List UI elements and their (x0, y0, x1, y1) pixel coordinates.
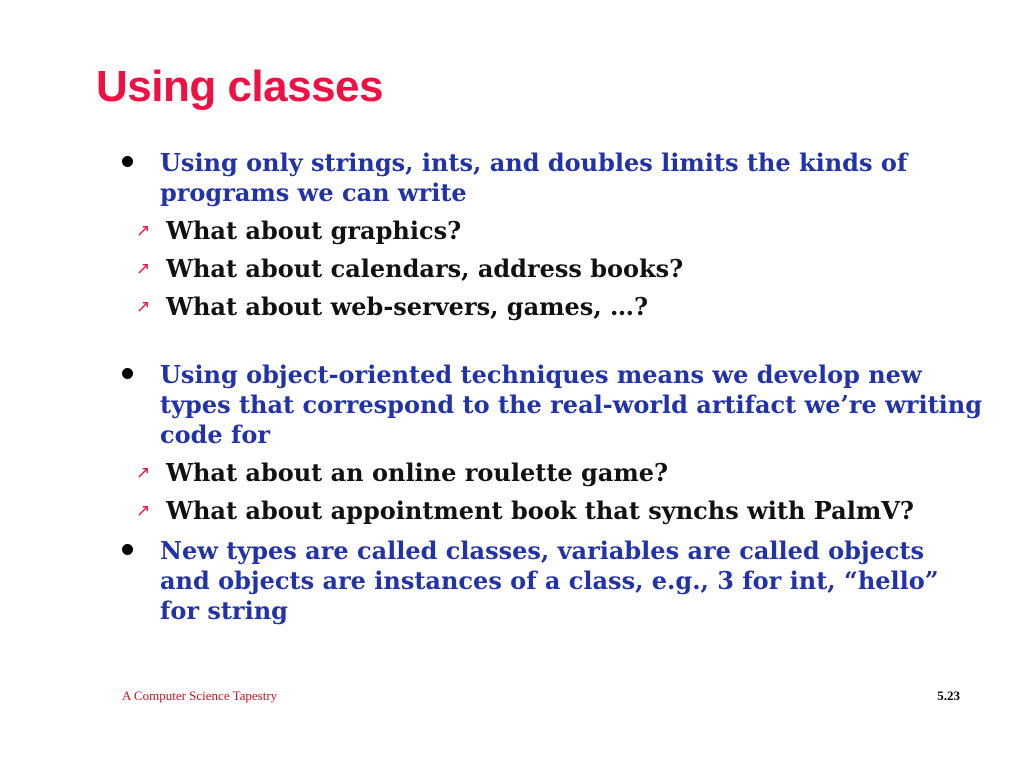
bullet-dot-icon (122, 368, 133, 379)
slide-content (122, 148, 982, 626)
arrow-up-right-icon: ↗ (136, 259, 151, 279)
bullet-item (122, 148, 982, 208)
sub-bullet-list (122, 212, 982, 326)
sub-bullet-item (122, 250, 982, 288)
sub-bullet-item (122, 492, 982, 530)
slide-title: Using classes (96, 62, 383, 111)
bullet-item (122, 360, 982, 450)
arrow-up-right-icon: ↗ (136, 463, 151, 483)
sub-bullet-item (122, 454, 982, 492)
bullet-text: Using object-oriented techniques means we develop new types that correspond to the real-world artifact we’re writing code for (160, 360, 982, 449)
arrow-up-right-icon: ↗ (136, 501, 151, 521)
bullet-text: Using only strings, ints, and doubles limits the kinds of programs we can write (160, 148, 908, 207)
footer-slide-number: 5.23 (937, 688, 960, 703)
sub-bullet-text: What about an online roulette game? (166, 458, 669, 487)
footer-course-title: A Computer Science Tapestry (122, 688, 278, 703)
bullet-dot-icon (122, 544, 133, 555)
arrow-up-right-icon: ↗ (136, 221, 151, 241)
bullet-dot-icon (122, 156, 133, 167)
bullet-item (122, 536, 982, 626)
sub-bullet-text: What about graphics? (166, 216, 462, 245)
sub-bullet-list (122, 454, 982, 530)
bullet-text: New types are called classes, variables are called objects and objects are instances of a class, e.g., 3 for int, “hello” for string (160, 536, 939, 625)
arrow-up-right-icon: ↗ (136, 297, 151, 317)
sub-bullet-text: What about appointment book that synchs with PalmV? (166, 496, 914, 525)
sub-bullet-item (122, 212, 982, 250)
sub-bullet-text: What about web-servers, games, …? (166, 292, 649, 321)
sub-bullet-item (122, 288, 982, 326)
sub-bullet-text: What about calendars, address books? (166, 254, 684, 283)
